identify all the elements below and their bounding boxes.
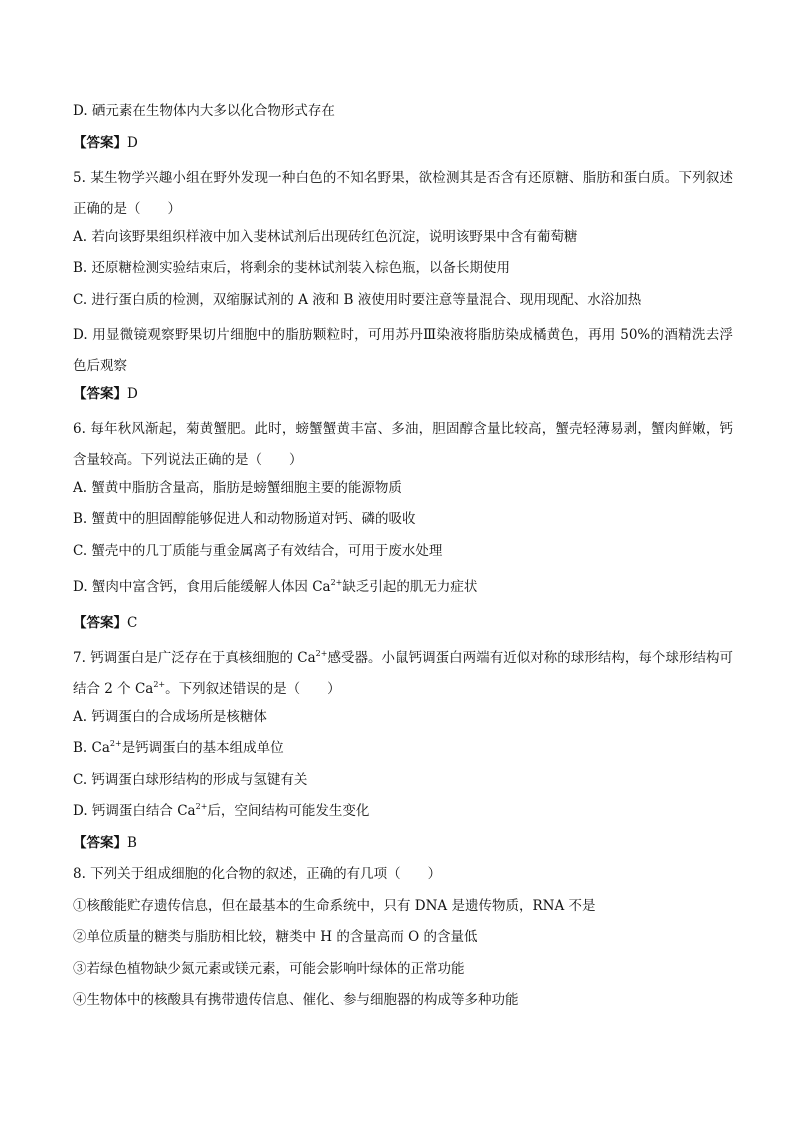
q6-answer: [73, 612, 733, 634]
q4-option-d: D. 硒元素在生物体内大多以化合物形式存在: [73, 103, 335, 119]
q8-stem: 8. 下列关于组成细胞的化合物的叙述，正确的有几项（ ）: [73, 866, 442, 882]
q5-option-b: B. 还原糖检测实验结束后，将剩余的斐林试剂装入棕色瓶，以备长期使用: [73, 260, 511, 276]
answer-value: D: [127, 385, 138, 402]
q5-option-c: C. 进行蛋白质的检测，双缩脲试剂的 A 液和 B 液使用时要注意等量混合、现用现配、水浴加热: [73, 291, 642, 308]
q7-option-b: [73, 737, 733, 759]
answer-label: 【答案】: [73, 614, 127, 631]
q5-stem: 5. 某生物学兴趣小组在野外发现一种白色的不知名野果，欲检测其是否含有还原糖、脂肪和蛋白质。下列叙述正确的是（ ）: [73, 170, 733, 217]
q6-stem: 6. 每年秋风渐起，菊黄蟹肥。此时，螃蟹蟹黄丰富、多油，胆固醇含量比较高，蟹壳轻薄易剥，蟹肉鲜嫩，钙含量较高。下列说法正确的是（ ）: [73, 421, 733, 468]
superscript: 2+: [195, 802, 208, 811]
text-segment: 7. 钙调蛋白是广泛存在于真核细胞的 Ca: [73, 650, 316, 666]
q7-stem: [73, 643, 733, 705]
answer-label: 【答案】: [73, 385, 127, 402]
q8-statement-1: ①核酸能贮存遗传信息，但在最基本的生命系统中，只有 DNA 是遗传物质，RNA 不是: [73, 897, 596, 914]
text-segment: B. Ca: [73, 740, 110, 756]
superscript: 2+: [330, 577, 343, 587]
superscript: 2+: [109, 739, 122, 748]
answer-label: 【答案】: [73, 834, 127, 851]
superscript: 2+: [153, 680, 166, 689]
text-segment: 后，空间结构可能发生变化: [207, 803, 370, 819]
answer-value: C: [127, 614, 138, 631]
q7-option-c: C. 钙调蛋白球形结构的形成与氢键有关: [73, 771, 308, 788]
q7-option-d: [73, 800, 733, 822]
q7-answer: [73, 832, 733, 854]
q8-statement-4: ④生物体中的核酸具有携带遗传信息、催化、参与细胞器的构成等多种功能: [73, 992, 519, 1008]
text-segment: D. 钙调蛋白结合 Ca: [73, 803, 196, 819]
question-content: [73, 100, 733, 1021]
q8-statement-2: ②单位质量的糖类与脂肪相比较，糖类中 H 的含量高而 O 的含量低: [73, 929, 478, 945]
q4-answer: [73, 132, 733, 154]
answer-value: B: [127, 834, 137, 851]
q5-option-a: A. 若向该野果组织样液中加入斐林试剂后出现砖红色沉淀，说明该野果中含有葡萄糖: [73, 228, 578, 245]
q5-answer: [73, 383, 733, 405]
q6-option-a: A. 蟹黄中脂肪含量高，脂肪是螃蟹细胞主要的能源物质: [73, 479, 402, 496]
answer-value: D: [127, 134, 138, 151]
text-segment: 缺乏引起的肌无力症状: [342, 578, 478, 595]
q6-option-c: C. 蟹壳中的几丁质能与重金属离子有效结合，可用于废水处理: [73, 542, 443, 559]
q6-option-b: B. 蟹黄中的胆固醇能够促进人和动物肠道对钙、磷的吸收: [73, 511, 416, 527]
text-segment: 。下列叙述错误的是（ ）: [165, 681, 341, 697]
q8-statement-3: ③若绿色植物缺少氮元素或镁元素，可能会影响叶绿体的正常功能: [73, 960, 465, 977]
superscript: 2+: [315, 649, 328, 658]
q7-option-a: A. 钙调蛋白的合成场所是核糖体: [73, 708, 267, 725]
answer-label: 【答案】: [73, 134, 127, 151]
q5-option-d: D. 用显微镜观察野果切片细胞中的脂肪颗粒时，可用苏丹Ⅲ染液将脂肪染成橘黄色，再用 50%的酒精洗去浮色后观察: [73, 327, 733, 374]
text-segment: D. 蟹肉中富含钙，食用后能缓解人体因 Ca: [73, 578, 331, 595]
text-segment: 感受器。小鼠钙调蛋白两端有近似对称的球形结构，每个球形结构可结合 2 个 Ca: [73, 650, 734, 697]
q6-option-d: [73, 576, 733, 598]
text-segment: 是钙调蛋白的基本组成单位: [121, 740, 284, 756]
